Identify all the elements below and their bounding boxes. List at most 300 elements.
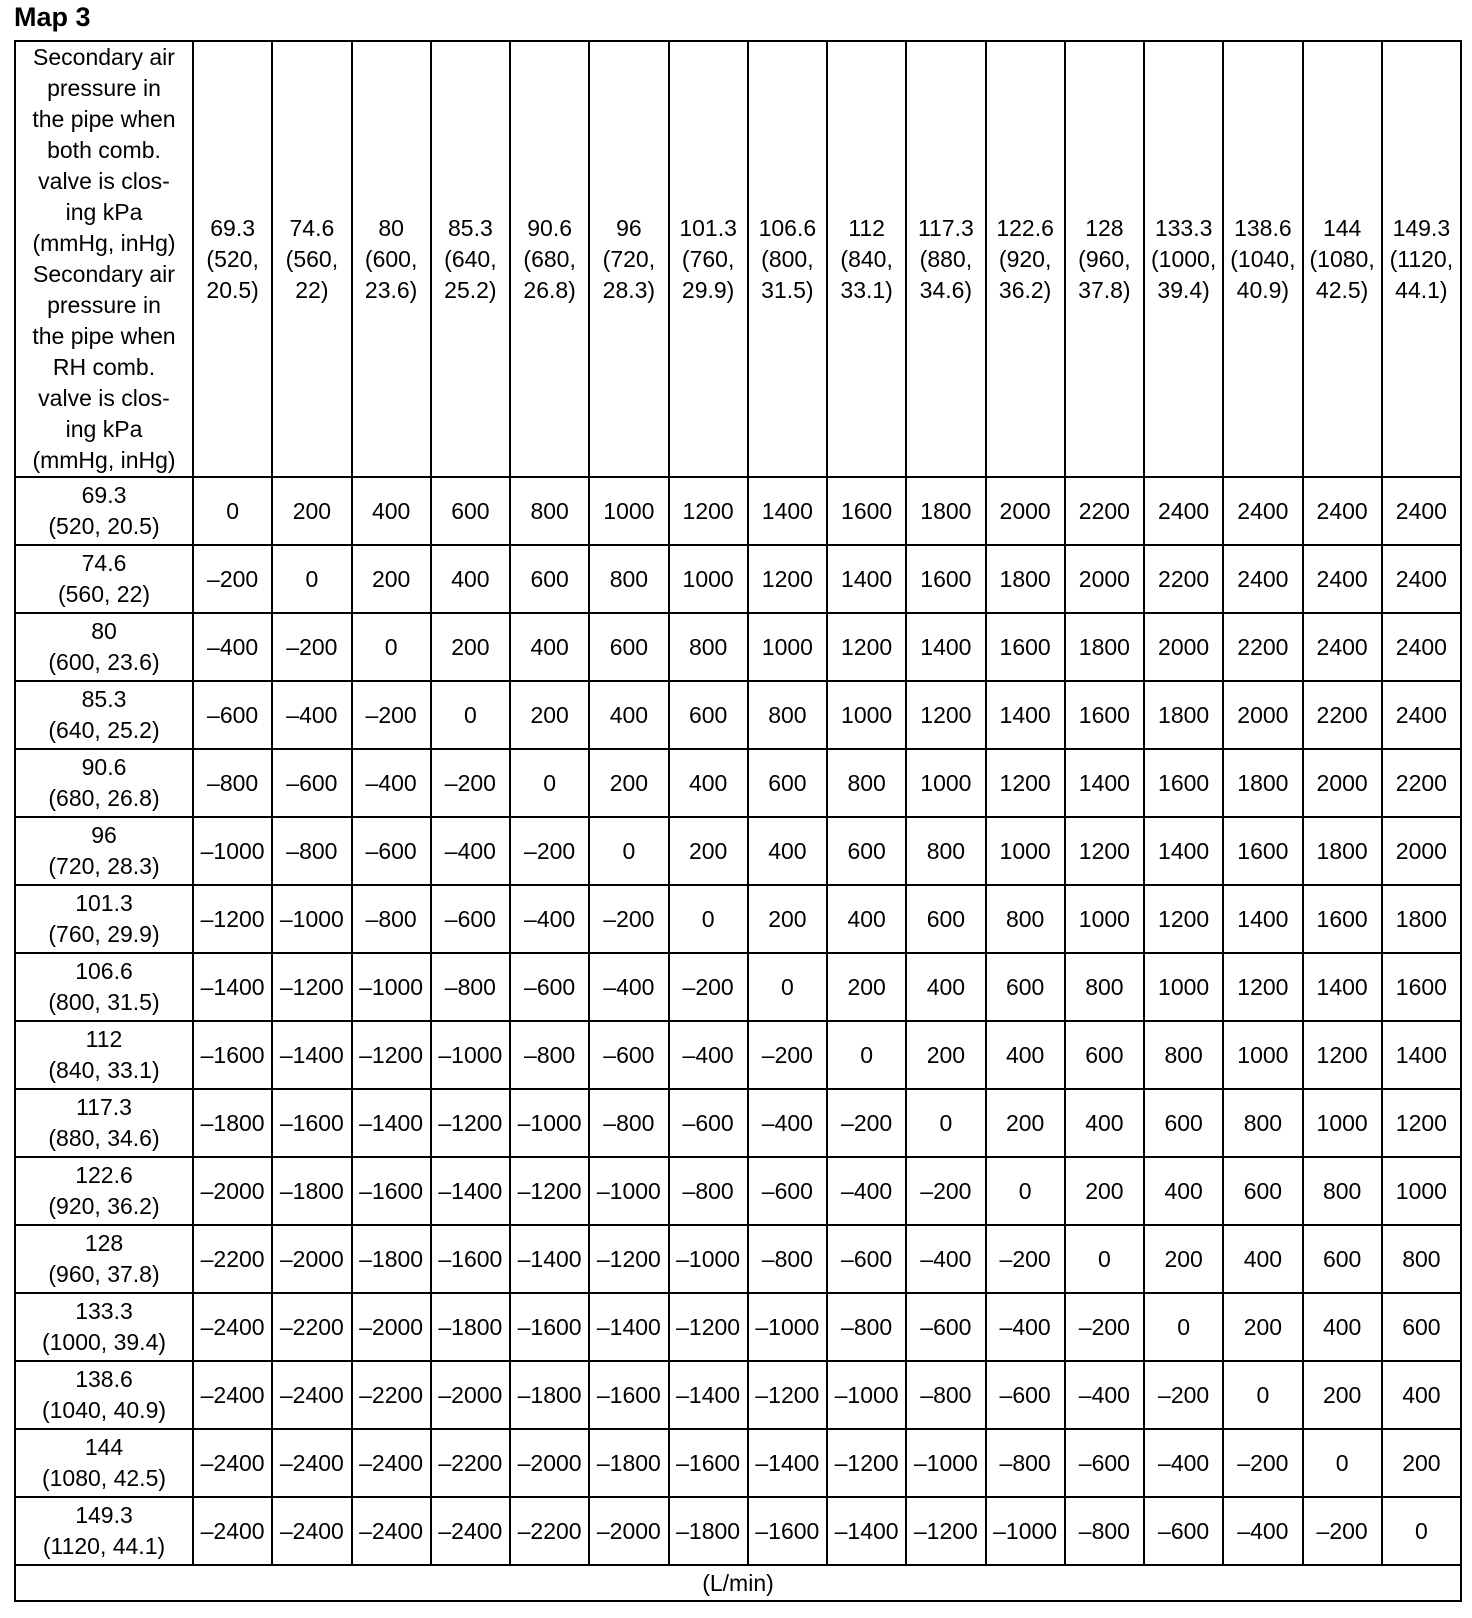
table-cell: 200 <box>589 749 668 817</box>
row-header-kpa: 74.6 <box>81 550 127 576</box>
table-cell: –200 <box>1303 1497 1382 1565</box>
table-cell: 1600 <box>1065 681 1144 749</box>
row-header <box>15 885 193 953</box>
table-cell: 2400 <box>1303 545 1382 613</box>
row-header <box>15 953 193 1021</box>
table-row <box>15 1225 1461 1293</box>
row-header-kpa: 138.6 <box>75 1366 133 1392</box>
table-cell: –400 <box>827 1157 906 1225</box>
table-cell: –200 <box>986 1225 1065 1293</box>
table-cell: 200 <box>827 953 906 1021</box>
unit-label: (L/min) <box>15 1565 1461 1601</box>
table-row <box>15 749 1461 817</box>
row-header-kpa: 80 <box>91 618 117 644</box>
table-cell: –2400 <box>272 1429 351 1497</box>
table-cell: 800 <box>1065 953 1144 1021</box>
row-header <box>15 1361 193 1429</box>
table-cell: 0 <box>272 545 351 613</box>
row-header-sub: (880, 34.6) <box>48 1125 160 1151</box>
table-cell: 800 <box>1144 1021 1223 1089</box>
corner-label-line: ing kPa <box>65 416 143 442</box>
table-cell: 2400 <box>1303 613 1382 681</box>
table-cell: 800 <box>1382 1225 1461 1293</box>
table-cell: –200 <box>748 1021 827 1089</box>
table-row <box>15 1497 1461 1565</box>
column-header-line2: (720, <box>602 245 656 272</box>
table-row <box>15 1429 1461 1497</box>
table-cell: 200 <box>906 1021 985 1089</box>
table-cell: 1000 <box>1223 1021 1302 1089</box>
table-cell: –1600 <box>272 1089 351 1157</box>
table-row <box>15 477 1461 545</box>
column-header-line2: (880, <box>919 245 973 272</box>
row-header-kpa: 149.3 <box>75 1502 133 1528</box>
table-cell: 400 <box>906 953 985 1021</box>
table-cell: –1800 <box>431 1293 510 1361</box>
table-cell: 400 <box>748 817 827 885</box>
corner-label-line: valve is clos- <box>38 168 170 194</box>
row-header <box>15 1429 193 1497</box>
table-cell: 2000 <box>1382 817 1461 885</box>
table-cell: –400 <box>1144 1429 1223 1497</box>
corner-label-line: Secondary air <box>33 44 175 70</box>
table-cell: 1000 <box>589 477 668 545</box>
table-cell: 2200 <box>1144 545 1223 613</box>
column-header <box>1303 41 1382 477</box>
table-cell: –1200 <box>510 1157 589 1225</box>
table-cell: 2200 <box>1223 613 1302 681</box>
row-header <box>15 1089 193 1157</box>
table-cell: 400 <box>827 885 906 953</box>
table-cell: 800 <box>669 613 748 681</box>
table-cell: –2400 <box>352 1429 431 1497</box>
table-cell: –200 <box>906 1157 985 1225</box>
column-header <box>272 41 351 477</box>
table-cell: –600 <box>669 1089 748 1157</box>
column-header-line3: 22) <box>295 276 329 303</box>
table-cell: –2400 <box>272 1497 351 1565</box>
column-header-kpa: 106.6 <box>758 214 817 241</box>
table-cell: 200 <box>1382 1429 1461 1497</box>
table-cell: 1600 <box>827 477 906 545</box>
table-cell: –600 <box>431 885 510 953</box>
table-cell: 800 <box>906 817 985 885</box>
table-cell: 0 <box>193 477 272 545</box>
row-header <box>15 1157 193 1225</box>
table-cell: –600 <box>272 749 351 817</box>
table-cell: –800 <box>510 1021 589 1089</box>
table-cell: 0 <box>1382 1497 1461 1565</box>
table-cell: 1400 <box>1144 817 1223 885</box>
table-cell: –400 <box>986 1293 1065 1361</box>
table-cell: –1400 <box>589 1293 668 1361</box>
table-cell: 600 <box>986 953 1065 1021</box>
table-cell: 1400 <box>1223 885 1302 953</box>
table-cell: 600 <box>589 613 668 681</box>
table-cell: 1800 <box>1065 613 1144 681</box>
table-cell: –400 <box>1223 1497 1302 1565</box>
table-cell: –1800 <box>669 1497 748 1565</box>
table-cell: 0 <box>669 885 748 953</box>
column-header-line3: 40.9) <box>1236 276 1290 303</box>
column-header-kpa: 69.3 <box>210 214 255 241</box>
row-header-kpa: 90.6 <box>81 754 127 780</box>
column-header-line2: (520, <box>206 245 259 272</box>
column-header <box>1144 41 1223 477</box>
table-cell: 1800 <box>1144 681 1223 749</box>
column-header-line3: 23.6) <box>364 276 418 303</box>
table-cell: 1200 <box>1303 1021 1382 1089</box>
table-cell: 400 <box>1223 1225 1302 1293</box>
column-header-kpa: 112 <box>848 214 885 241</box>
column-header-kpa: 101.3 <box>679 214 737 241</box>
table-cell: 600 <box>669 681 748 749</box>
table-cell: 0 <box>906 1089 985 1157</box>
table-cell: 1200 <box>986 749 1065 817</box>
table-row <box>15 1157 1461 1225</box>
table-cell: 400 <box>589 681 668 749</box>
table-cell: –400 <box>352 749 431 817</box>
column-header-line2: (1040, <box>1230 245 1296 272</box>
table-cell: 1200 <box>827 613 906 681</box>
table-cell: –600 <box>510 953 589 1021</box>
column-header-kpa: 128 <box>1085 214 1124 241</box>
table-cell: –1400 <box>748 1429 827 1497</box>
table-cell: –800 <box>272 817 351 885</box>
table-cell: –2200 <box>431 1429 510 1497</box>
table-cell: 200 <box>1303 1361 1382 1429</box>
row-header-sub: (1080, 42.5) <box>41 1465 167 1491</box>
table-cell: –1400 <box>272 1021 351 1089</box>
table-row <box>15 1021 1461 1089</box>
table-cell: 1000 <box>669 545 748 613</box>
row-header <box>15 749 193 817</box>
table-cell: –1200 <box>193 885 272 953</box>
table-row <box>15 885 1461 953</box>
table-cell: –600 <box>1144 1497 1223 1565</box>
table-cell: –1800 <box>272 1157 351 1225</box>
column-header-line2: (1120, <box>1389 245 1454 272</box>
column-header-line3: 42.5) <box>1315 276 1369 303</box>
table-cell: –600 <box>906 1293 985 1361</box>
table-cell: 1200 <box>1144 885 1223 953</box>
table-cell: –1400 <box>669 1361 748 1429</box>
column-header <box>589 41 668 477</box>
table-cell: –1800 <box>352 1225 431 1293</box>
table-cell: –1600 <box>589 1361 668 1429</box>
row-header-sub: (760, 29.9) <box>48 921 160 947</box>
column-header-line3: 29.9) <box>681 276 735 303</box>
table-cell: 1800 <box>986 545 1065 613</box>
column-header-line3: 25.2) <box>444 276 497 303</box>
column-header-line3: 26.8) <box>523 276 576 303</box>
table-cell: –2400 <box>193 1497 272 1565</box>
table-cell: 600 <box>827 817 906 885</box>
table-cell: 200 <box>1144 1225 1223 1293</box>
row-header-sub: (720, 28.3) <box>48 853 160 879</box>
column-header-line3: 28.3) <box>602 276 656 303</box>
table-cell: 800 <box>589 545 668 613</box>
row-header-sub: (600, 23.6) <box>48 649 160 675</box>
column-header <box>1382 41 1461 477</box>
column-header-line3: 33.1) <box>840 276 893 303</box>
table-cell: 1200 <box>669 477 748 545</box>
table-cell: –400 <box>589 953 668 1021</box>
column-header-kpa: 133.3 <box>1154 214 1213 241</box>
table-cell: –400 <box>748 1089 827 1157</box>
table-cell: –1800 <box>589 1429 668 1497</box>
table-cell: 1800 <box>1303 817 1382 885</box>
table-cell: –1000 <box>669 1225 748 1293</box>
table-cell: –2400 <box>193 1293 272 1361</box>
column-header-line2: (640, <box>444 245 497 272</box>
corner-label-line: (mmHg, inHg) <box>32 447 176 473</box>
corner-label-line: Secondary air <box>33 261 175 287</box>
table-cell: –600 <box>748 1157 827 1225</box>
table-cell: –1200 <box>352 1021 431 1089</box>
table-cell: –200 <box>1065 1293 1144 1361</box>
table-cell: –200 <box>510 817 589 885</box>
table-cell: –400 <box>1065 1361 1144 1429</box>
table-cell: –2400 <box>272 1361 351 1429</box>
row-header-kpa: 144 <box>84 1434 124 1460</box>
column-header-line2: (920, <box>998 245 1052 272</box>
row-header-sub: (960, 37.8) <box>48 1261 160 1287</box>
flow-map-table <box>14 40 1462 1602</box>
table-cell: 200 <box>352 545 431 613</box>
table-row <box>15 681 1461 749</box>
row-header-kpa: 85.3 <box>81 686 127 712</box>
table-cell: –1600 <box>431 1225 510 1293</box>
table-cell: –200 <box>352 681 431 749</box>
map-title: Map 3 <box>14 2 91 32</box>
table-cell: 400 <box>669 749 748 817</box>
table-cell: 0 <box>986 1157 1065 1225</box>
row-header <box>15 545 193 613</box>
table-cell: –200 <box>272 613 351 681</box>
table-cell: 2400 <box>1223 477 1302 545</box>
header-row <box>15 41 1461 477</box>
row-header <box>15 1225 193 1293</box>
table-cell: –1800 <box>510 1361 589 1429</box>
table-cell: 2400 <box>1382 613 1461 681</box>
table-cell: –2000 <box>510 1429 589 1497</box>
table-cell: 2400 <box>1223 545 1302 613</box>
corner-label-line: the pipe when <box>32 106 176 132</box>
table-cell: 200 <box>1223 1293 1302 1361</box>
table-cell: 0 <box>352 613 431 681</box>
column-header-kpa: 80 <box>378 214 404 241</box>
column-header-line2: (560, <box>285 245 339 272</box>
table-cell: –600 <box>827 1225 906 1293</box>
corner-header-label <box>15 41 193 477</box>
table-cell: –200 <box>827 1089 906 1157</box>
table-cell: 0 <box>589 817 668 885</box>
table-cell: 200 <box>431 613 510 681</box>
row-header-kpa: 101.3 <box>75 890 133 916</box>
column-header <box>827 41 906 477</box>
table-cell: 800 <box>748 681 827 749</box>
table-row <box>15 1361 1461 1429</box>
column-header <box>1223 41 1302 477</box>
row-header-sub: (840, 33.1) <box>48 1057 160 1083</box>
table-cell: 1600 <box>1303 885 1382 953</box>
row-header <box>15 1021 193 1089</box>
corner-label-line: pressure in <box>47 75 161 101</box>
table-cell: –1200 <box>589 1225 668 1293</box>
table-cell: –1600 <box>669 1429 748 1497</box>
table-cell: 1200 <box>1382 1089 1461 1157</box>
table-cell: –1000 <box>748 1293 827 1361</box>
table-cell: 1000 <box>1303 1089 1382 1157</box>
table-cell: –1200 <box>748 1361 827 1429</box>
column-header <box>986 41 1065 477</box>
table-cell: –1800 <box>193 1089 272 1157</box>
table-cell: 0 <box>1303 1429 1382 1497</box>
table-cell: –1000 <box>272 885 351 953</box>
table-cell: –600 <box>352 817 431 885</box>
table-cell: 200 <box>986 1089 1065 1157</box>
table-cell: –800 <box>431 953 510 1021</box>
column-header <box>906 41 985 477</box>
row-header-kpa: 96 <box>91 822 117 848</box>
table-cell: 2400 <box>1303 477 1382 545</box>
table-cell: –800 <box>906 1361 985 1429</box>
footer-row <box>15 1565 1461 1601</box>
column-header-kpa: 122.6 <box>996 214 1054 241</box>
column-header-line2: (1080, <box>1309 245 1375 272</box>
table-cell: –1200 <box>669 1293 748 1361</box>
table-cell: 0 <box>827 1021 906 1089</box>
row-header-sub: (920, 36.2) <box>48 1193 160 1219</box>
table-cell: 200 <box>1065 1157 1144 1225</box>
table-cell: 600 <box>1382 1293 1461 1361</box>
table-cell: 200 <box>510 681 589 749</box>
column-header-line2: (840, <box>840 245 893 272</box>
table-cell: –2000 <box>352 1293 431 1361</box>
table-cell: 1400 <box>986 681 1065 749</box>
column-header-kpa: 117.3 <box>917 214 974 241</box>
table-cell: –400 <box>193 613 272 681</box>
table-cell: 400 <box>1065 1089 1144 1157</box>
column-header-line3: 36.2) <box>998 276 1052 303</box>
column-header-line2: (760, <box>681 245 735 272</box>
table-cell: –2200 <box>352 1361 431 1429</box>
table-cell: 400 <box>986 1021 1065 1089</box>
table-cell: 0 <box>431 681 510 749</box>
table-cell: –1600 <box>748 1497 827 1565</box>
row-header-sub: (560, 22) <box>57 581 151 607</box>
table-cell: –2000 <box>193 1157 272 1225</box>
table-cell: –800 <box>986 1429 1065 1497</box>
table-row <box>15 545 1461 613</box>
table-cell: 600 <box>1223 1157 1302 1225</box>
row-header-sub: (1040, 40.9) <box>41 1397 167 1423</box>
table-cell: 800 <box>1223 1089 1302 1157</box>
column-header-kpa: 96 <box>616 214 642 241</box>
table-cell: 1000 <box>906 749 985 817</box>
column-header-kpa: 90.6 <box>527 214 572 241</box>
corner-label-line: valve is clos- <box>38 385 170 411</box>
row-header-sub: (680, 26.8) <box>48 785 160 811</box>
row-header <box>15 817 193 885</box>
table-cell: 800 <box>827 749 906 817</box>
table-cell: –1400 <box>431 1157 510 1225</box>
column-header <box>669 41 748 477</box>
table-cell: 2000 <box>1303 749 1382 817</box>
table-cell: 400 <box>510 613 589 681</box>
row-header-sub: (640, 25.2) <box>48 717 160 743</box>
table-cell: –1000 <box>431 1021 510 1089</box>
table-cell: –800 <box>589 1089 668 1157</box>
table-cell: –2200 <box>272 1293 351 1361</box>
table-cell: 1200 <box>748 545 827 613</box>
table-cell: 200 <box>748 885 827 953</box>
table-cell: 800 <box>1303 1157 1382 1225</box>
table-cell: 1400 <box>827 545 906 613</box>
table-cell: 600 <box>1144 1089 1223 1157</box>
column-header <box>431 41 510 477</box>
column-header <box>510 41 589 477</box>
table-cell: 1000 <box>1144 953 1223 1021</box>
column-header-line2: (680, <box>523 245 576 272</box>
table-cell: 1600 <box>1382 953 1461 1021</box>
table-cell: 2400 <box>1382 477 1461 545</box>
table-cell: –1000 <box>906 1429 985 1497</box>
table-cell: 1600 <box>1144 749 1223 817</box>
table-cell: 600 <box>748 749 827 817</box>
table-cell: –200 <box>1144 1361 1223 1429</box>
table-cell: –1600 <box>510 1293 589 1361</box>
column-header-line2: (960, <box>1078 245 1131 272</box>
table-cell: 1200 <box>1065 817 1144 885</box>
table-cell: 0 <box>510 749 589 817</box>
table-cell: –1600 <box>352 1157 431 1225</box>
table-cell: –1000 <box>827 1361 906 1429</box>
row-header <box>15 1497 193 1565</box>
row-header-sub: (1000, 39.4) <box>41 1329 167 1355</box>
table-cell: 2400 <box>1382 681 1461 749</box>
table-cell: –600 <box>1065 1429 1144 1497</box>
row-header-kpa: 117.3 <box>76 1094 132 1120</box>
table-cell: –200 <box>589 885 668 953</box>
column-header <box>748 41 827 477</box>
table-cell: –2400 <box>352 1497 431 1565</box>
table-cell: 200 <box>669 817 748 885</box>
table-cell: 400 <box>1382 1361 1461 1429</box>
table-cell: –800 <box>1065 1497 1144 1565</box>
table-cell: 0 <box>1065 1225 1144 1293</box>
column-header-line2: (1000, <box>1151 245 1217 272</box>
table-cell: –600 <box>589 1021 668 1089</box>
table-cell: 0 <box>1223 1361 1302 1429</box>
table-cell: –200 <box>431 749 510 817</box>
table-cell: –1400 <box>827 1497 906 1565</box>
row-header-sub: (1120, 44.1) <box>42 1533 166 1559</box>
table-cell: 400 <box>431 545 510 613</box>
table-cell: 1800 <box>1382 885 1461 953</box>
row-header <box>15 1293 193 1361</box>
table-cell: –400 <box>272 681 351 749</box>
table-cell: –1400 <box>352 1089 431 1157</box>
corner-label-line: both comb. <box>47 137 161 163</box>
row-header-kpa: 112 <box>85 1026 123 1052</box>
table-cell: 1600 <box>986 613 1065 681</box>
table-cell: 1400 <box>1382 1021 1461 1089</box>
table-cell: 1000 <box>1382 1157 1461 1225</box>
table-row <box>15 817 1461 885</box>
column-header-kpa: 138.6 <box>1234 214 1292 241</box>
